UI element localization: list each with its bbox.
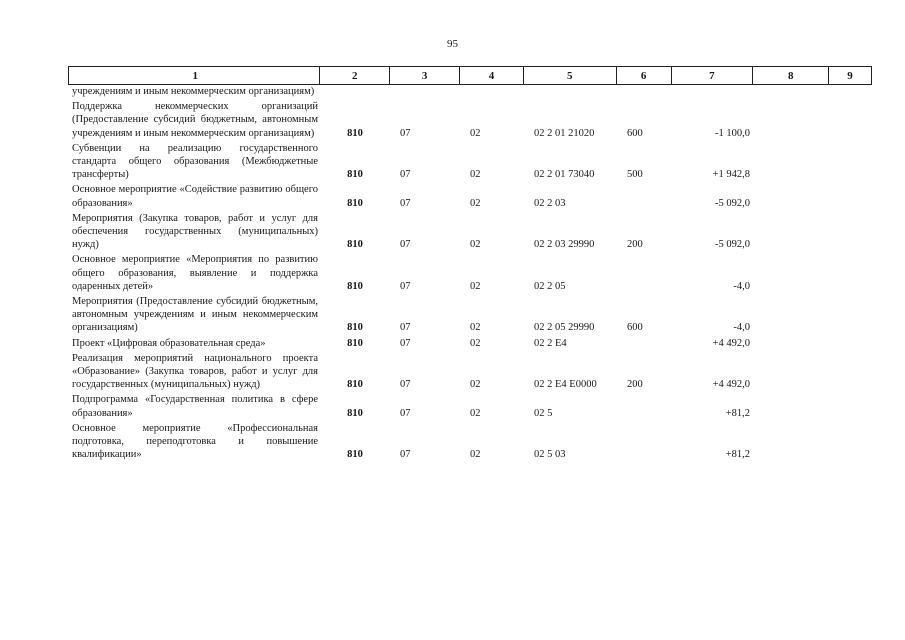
row-target-article: 02 2 03 29990 <box>534 239 595 251</box>
row-ministry-code: 810 <box>347 197 363 209</box>
row-col-8 <box>754 422 830 462</box>
row-col-8 <box>754 253 830 293</box>
row-target-article: 02 2 03 <box>534 197 566 209</box>
row-section: 07 <box>400 280 411 292</box>
row-col-9 <box>830 393 872 419</box>
row-col-9 <box>830 295 872 335</box>
row-amount <box>672 85 754 98</box>
row-col-8 <box>754 352 830 392</box>
header-col-7: 7 <box>672 67 754 84</box>
row-ministry-code: 810 <box>347 322 363 334</box>
row-description: Основное мероприятие «Мероприятия по развитию общего образования, выявление и поддержка одаренных детей» <box>72 254 318 292</box>
row-section: 07 <box>400 127 411 139</box>
table-row <box>68 85 872 98</box>
row-subsection: 02 <box>470 322 481 334</box>
row-description: Подпрограмма «Государственная политика в сфере образования» <box>72 394 318 419</box>
table-row <box>68 183 872 209</box>
table-body <box>68 85 872 461</box>
row-amount: -4,0 <box>733 280 750 292</box>
row-section: 07 <box>400 379 411 391</box>
row-col-9 <box>830 212 872 252</box>
row-subsection: 02 <box>470 169 481 181</box>
row-expense-type <box>617 422 672 462</box>
table-row <box>68 422 872 462</box>
row-ministry-code: 810 <box>347 169 363 181</box>
row-section: 07 <box>400 407 411 419</box>
row-expense-type <box>617 183 672 209</box>
row-col-9 <box>830 253 872 293</box>
row-ministry-code: 810 <box>347 379 363 391</box>
table-row <box>68 253 872 293</box>
row-expense-type <box>617 337 672 350</box>
row-target-article: 02 5 <box>534 407 553 419</box>
row-target-article: 02 2 01 21020 <box>534 127 595 139</box>
row-ministry-code: 810 <box>347 239 363 251</box>
row-target-article: 02 2 E4 E0000 <box>534 379 597 391</box>
table-row <box>68 352 872 392</box>
row-expense-type: 500 <box>627 169 643 181</box>
row-target-article: 02 5 03 <box>534 449 566 461</box>
row-expense-type <box>617 253 672 293</box>
budget-table <box>68 66 872 463</box>
row-description: Основное мероприятие «Содействие развитию общего образования» <box>72 184 318 209</box>
row-ministry-code: 810 <box>347 337 363 349</box>
row-amount: +4 492,0 <box>712 337 750 349</box>
header-col-9: 9 <box>847 69 853 82</box>
row-subsection <box>460 85 524 98</box>
row-ministry-code: 810 <box>347 407 363 419</box>
row-col-9 <box>830 337 872 350</box>
row-section <box>390 85 460 98</box>
row-col-9 <box>830 85 872 98</box>
header-col-2: 2 <box>320 67 390 84</box>
row-amount: +4 492,0 <box>712 379 750 391</box>
table-row <box>68 295 872 335</box>
row-expense-type: 600 <box>627 127 643 139</box>
row-section: 07 <box>400 197 411 209</box>
table-row <box>68 142 872 182</box>
row-expense-type: 200 <box>627 239 643 251</box>
row-ministry-code: 810 <box>347 127 363 139</box>
header-col-8: 8 <box>753 67 829 84</box>
row-section: 07 <box>400 239 411 251</box>
header-col-3: 3 <box>390 67 460 84</box>
row-ministry-code: 810 <box>347 280 363 292</box>
row-subsection: 02 <box>470 407 481 419</box>
row-description: Мероприятия (Закупка товаров, работ и услуг для обеспечения государственных (муниципальных) нужд) <box>72 212 318 251</box>
header-col-1: 1 <box>69 67 320 84</box>
row-ministry-code: 810 <box>347 449 363 461</box>
table-row <box>68 337 872 350</box>
row-section: 07 <box>400 169 411 181</box>
row-expense-type <box>617 85 672 98</box>
row-amount: +81,2 <box>725 449 750 461</box>
row-subsection: 02 <box>470 197 481 209</box>
row-description: учреждениям и иным некоммерческим организациям) <box>72 86 315 97</box>
row-col-9 <box>830 100 872 140</box>
row-ministry-code <box>320 85 390 98</box>
row-subsection: 02 <box>470 280 481 292</box>
row-col-8 <box>754 100 830 140</box>
table-row <box>68 100 872 140</box>
table-header <box>68 66 872 85</box>
row-section: 07 <box>400 322 411 334</box>
row-amount: +1 942,8 <box>712 169 750 181</box>
row-description: Мероприятия (Предоставление субсидий бюджетным, автономным учреждениям и иным некоммерческим организациям) <box>72 296 318 334</box>
row-col-8 <box>754 212 830 252</box>
row-amount: -1 100,0 <box>715 127 750 139</box>
row-subsection: 02 <box>470 337 481 349</box>
row-expense-type <box>617 393 672 419</box>
row-expense-type: 200 <box>627 379 643 391</box>
row-target-article: 02 2 05 <box>534 280 566 292</box>
table-row <box>68 393 872 419</box>
row-description: Проект «Цифровая образовательная среда» <box>72 337 266 349</box>
row-subsection: 02 <box>470 239 481 251</box>
row-col-9 <box>830 422 872 462</box>
row-amount: -4,0 <box>733 322 750 334</box>
row-target-article <box>524 85 617 98</box>
header-col-5: 5 <box>524 67 617 84</box>
row-expense-type: 600 <box>627 322 643 334</box>
header-col-6: 6 <box>617 67 672 84</box>
row-col-8 <box>754 393 830 419</box>
row-description: Реализация мероприятий национального проекта «Образование» (Закупка товаров, работ и услуг для государственных (муниципальных) нужд) <box>72 352 318 391</box>
row-section: 07 <box>400 337 411 349</box>
row-col-8 <box>754 85 830 98</box>
row-target-article: 02 2 E4 <box>534 337 567 349</box>
row-subsection: 02 <box>470 127 481 139</box>
row-subsection: 02 <box>470 449 481 461</box>
header-col-4: 4 <box>460 67 524 84</box>
row-col-8 <box>754 183 830 209</box>
row-amount: +81,2 <box>725 407 750 419</box>
row-col-8 <box>754 337 830 350</box>
row-col-9 <box>830 142 872 182</box>
row-section: 07 <box>400 449 411 461</box>
row-description: Субвенции на реализацию государственного стандарта общего образования (Межбюджетные трансферты) <box>72 142 318 181</box>
row-description: Основное мероприятие «Профессиональная подготовка, переподготовка и повышение квалификации» <box>72 422 318 461</box>
table-row <box>68 212 872 252</box>
row-description: Поддержка некоммерческих организаций (Предоставление субсидий бюджетным, автономным учреждениям и иным некоммерческим организациям) <box>72 101 318 139</box>
row-amount: -5 092,0 <box>715 239 750 251</box>
row-target-article: 02 2 01 73040 <box>534 169 595 181</box>
row-col-8 <box>754 142 830 182</box>
page-number: 95 <box>447 38 458 50</box>
row-amount: -5 092,0 <box>715 197 750 209</box>
row-col-9 <box>830 352 872 392</box>
row-col-8 <box>754 295 830 335</box>
row-subsection: 02 <box>470 379 481 391</box>
row-col-9 <box>830 183 872 209</box>
row-target-article: 02 2 05 29990 <box>534 322 595 334</box>
